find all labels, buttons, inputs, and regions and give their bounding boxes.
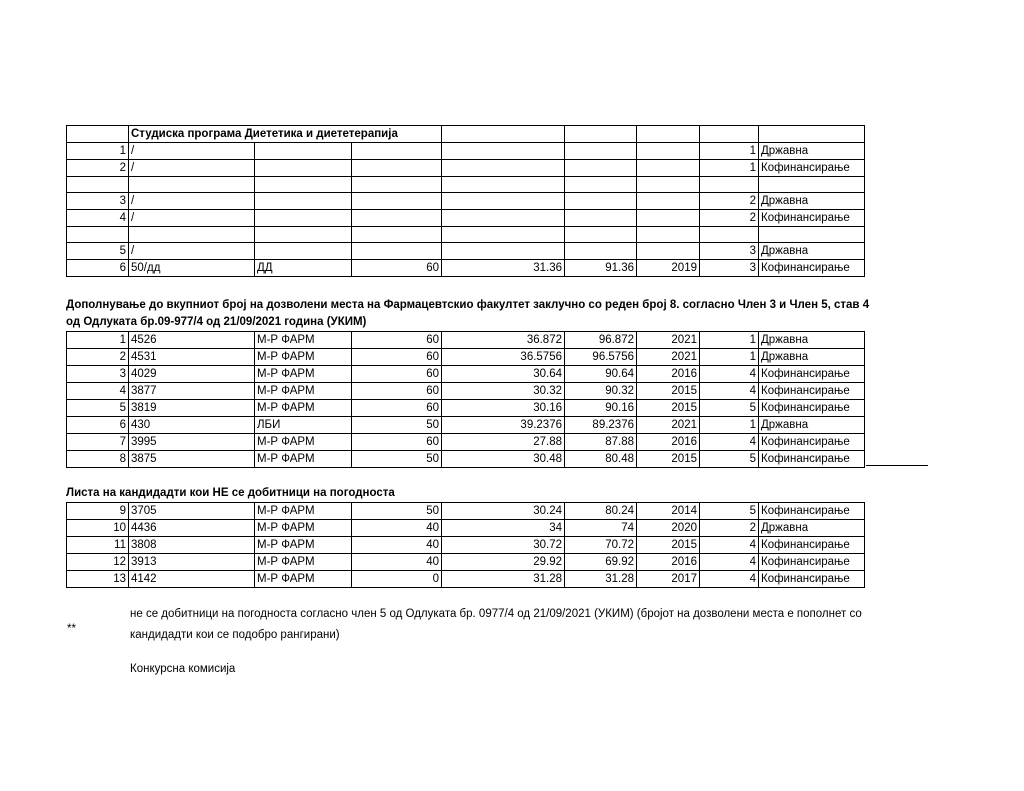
code-cell xyxy=(129,227,255,243)
program-cell: М-Р ФАРМ xyxy=(255,366,352,383)
total-cell: 90.16 xyxy=(565,400,637,417)
section-heading: Дополнување до вкупниот број на дозволени места на Фармацевтскио факултет заклучно со реден број 8. согласно Член 3 и Член 5, став 4 од Одлуката бр.09-977/4 од 21/09/2021 година (УКИМ) xyxy=(66,299,870,328)
table-row xyxy=(67,537,865,554)
score-cell: 29.92 xyxy=(442,554,565,571)
score-cell: 30.24 xyxy=(442,503,565,520)
total-cell xyxy=(565,193,637,210)
total-cell xyxy=(565,243,637,260)
total-cell: 89.2376 xyxy=(565,417,637,434)
score-cell xyxy=(442,193,565,210)
section-heading: Листа на кандидадти кои НЕ се добитници на погодноста xyxy=(66,487,395,499)
score-cell xyxy=(442,210,565,227)
funding-cell xyxy=(759,177,865,193)
table-row xyxy=(67,571,865,588)
code-cell: / xyxy=(129,210,255,227)
group-cell: 2 xyxy=(700,210,759,227)
funding-cell: Државна xyxy=(759,349,865,366)
year-cell xyxy=(637,243,700,260)
score-cell: 36.872 xyxy=(442,332,565,349)
program-cell: ЛБИ xyxy=(255,417,352,434)
score-cell: 31.36 xyxy=(442,260,565,277)
table-row xyxy=(67,520,865,537)
program-cell: М-Р ФАРМ xyxy=(255,503,352,520)
funding-cell: Државна xyxy=(759,243,865,260)
points-cell: 50 xyxy=(352,417,442,434)
row-number: 2 xyxy=(67,349,129,366)
year-cell: 2021 xyxy=(637,332,700,349)
table-row xyxy=(67,332,865,349)
total-cell: 74 xyxy=(565,520,637,537)
points-cell: 60 xyxy=(352,332,442,349)
points-cell: 50 xyxy=(352,503,442,520)
row-number: 6 xyxy=(67,260,129,277)
year-cell: 2016 xyxy=(637,434,700,451)
year-cell: 2019 xyxy=(637,260,700,277)
code-cell: 4526 xyxy=(129,332,255,349)
table-row xyxy=(67,503,865,520)
group-cell: 1 xyxy=(700,160,759,177)
points-cell xyxy=(352,210,442,227)
code-cell: / xyxy=(129,193,255,210)
group-cell: 4 xyxy=(700,537,759,554)
row-number: 13 xyxy=(67,571,129,588)
score-cell xyxy=(442,160,565,177)
group-cell: 4 xyxy=(700,366,759,383)
points-cell xyxy=(352,227,442,243)
row-number: 12 xyxy=(67,554,129,571)
table-row xyxy=(67,383,865,400)
total-cell xyxy=(565,210,637,227)
code-cell: 3995 xyxy=(129,434,255,451)
row-number: 5 xyxy=(67,243,129,260)
code-cell: 3819 xyxy=(129,400,255,417)
program-cell xyxy=(255,243,352,260)
table-row xyxy=(67,210,865,227)
funding-cell: Кофинансирање xyxy=(759,503,865,520)
group-cell: 1 xyxy=(700,143,759,160)
row-number: 3 xyxy=(67,366,129,383)
section-title: Студиска програма Диететика и диететерапија xyxy=(129,126,442,143)
score-cell: 30.72 xyxy=(442,537,565,554)
code-cell: 50/дд xyxy=(129,260,255,277)
program-cell: М-Р ФАРМ xyxy=(255,554,352,571)
footnote-marker: ** xyxy=(67,623,76,635)
funding-cell: Државна xyxy=(759,417,865,434)
row-number: 6 xyxy=(67,417,129,434)
signature: Конкурсна комисија xyxy=(130,663,236,675)
points-cell xyxy=(352,177,442,193)
points-cell xyxy=(352,160,442,177)
funding-cell xyxy=(759,227,865,243)
table-row xyxy=(67,177,865,193)
score-cell xyxy=(442,177,565,193)
funding-cell: Кофинансирање xyxy=(759,400,865,417)
year-cell: 2015 xyxy=(637,451,700,468)
program-cell xyxy=(255,143,352,160)
year-cell: 2014 xyxy=(637,503,700,520)
score-cell: 30.32 xyxy=(442,383,565,400)
row-number xyxy=(67,177,129,193)
points-cell: 40 xyxy=(352,537,442,554)
total-cell xyxy=(565,143,637,160)
group-cell xyxy=(700,177,759,193)
code-cell: 4436 xyxy=(129,520,255,537)
total-cell xyxy=(565,227,637,243)
code-cell: 4142 xyxy=(129,571,255,588)
group-cell: 2 xyxy=(700,520,759,537)
code-cell: 4029 xyxy=(129,366,255,383)
program-cell xyxy=(255,160,352,177)
funding-cell: Државна xyxy=(759,520,865,537)
points-cell: 60 xyxy=(352,383,442,400)
score-cell: 36.5756 xyxy=(442,349,565,366)
group-cell: 5 xyxy=(700,400,759,417)
year-cell: 2015 xyxy=(637,400,700,417)
group-cell: 5 xyxy=(700,451,759,468)
table-row xyxy=(67,349,865,366)
program-cell: ДД xyxy=(255,260,352,277)
total-cell: 90.64 xyxy=(565,366,637,383)
row-number: 11 xyxy=(67,537,129,554)
table-title-row xyxy=(67,126,865,143)
code-cell: / xyxy=(129,243,255,260)
score-cell xyxy=(442,143,565,160)
score-cell: 30.16 xyxy=(442,400,565,417)
points-cell: 60 xyxy=(352,400,442,417)
program-cell: М-Р ФАРМ xyxy=(255,537,352,554)
program-cell: М-Р ФАРМ xyxy=(255,520,352,537)
funding-cell: Кофинансирање xyxy=(759,383,865,400)
year-cell: 2021 xyxy=(637,417,700,434)
total-cell xyxy=(565,160,637,177)
table-row xyxy=(67,160,865,177)
points-cell xyxy=(352,193,442,210)
year-cell: 2017 xyxy=(637,571,700,588)
funding-cell: Кофинансирање xyxy=(759,554,865,571)
score-cell: 30.48 xyxy=(442,451,565,468)
table-row xyxy=(67,143,865,160)
score-cell xyxy=(442,243,565,260)
table-row xyxy=(67,227,865,243)
code-cell: 4531 xyxy=(129,349,255,366)
total-cell: 80.48 xyxy=(565,451,637,468)
program-cell xyxy=(255,193,352,210)
funding-cell: Државна xyxy=(759,143,865,160)
row-number: 7 xyxy=(67,434,129,451)
table-row xyxy=(67,260,865,277)
points-cell: 60 xyxy=(352,366,442,383)
program-cell: М-Р ФАРМ xyxy=(255,571,352,588)
year-cell xyxy=(637,210,700,227)
points-cell: 40 xyxy=(352,520,442,537)
divider xyxy=(866,465,928,466)
year-cell: 2021 xyxy=(637,349,700,366)
total-cell: 90.32 xyxy=(565,383,637,400)
code-cell: / xyxy=(129,143,255,160)
code-cell: 3808 xyxy=(129,537,255,554)
year-cell xyxy=(637,160,700,177)
total-cell: 96.5756 xyxy=(565,349,637,366)
total-cell: 70.72 xyxy=(565,537,637,554)
group-cell: 3 xyxy=(700,260,759,277)
code-cell: 3875 xyxy=(129,451,255,468)
row-number: 9 xyxy=(67,503,129,520)
total-cell: 91.36 xyxy=(565,260,637,277)
funding-cell: Кофинансирање xyxy=(759,537,865,554)
points-cell: 60 xyxy=(352,260,442,277)
table-row xyxy=(67,417,865,434)
score-cell xyxy=(442,227,565,243)
total-cell: 69.92 xyxy=(565,554,637,571)
group-cell xyxy=(700,227,759,243)
program-cell: М-Р ФАРМ xyxy=(255,332,352,349)
year-cell xyxy=(637,227,700,243)
row-number: 2 xyxy=(67,160,129,177)
row-number: 3 xyxy=(67,193,129,210)
score-cell: 30.64 xyxy=(442,366,565,383)
year-cell xyxy=(637,193,700,210)
funding-cell: Кофинансирање xyxy=(759,434,865,451)
group-cell: 1 xyxy=(700,417,759,434)
funding-cell: Кофинансирање xyxy=(759,210,865,227)
points-cell xyxy=(352,143,442,160)
score-cell: 39.2376 xyxy=(442,417,565,434)
row-number: 5 xyxy=(67,400,129,417)
group-cell: 4 xyxy=(700,571,759,588)
program-cell: М-Р ФАРМ xyxy=(255,451,352,468)
program-cell: М-Р ФАРМ xyxy=(255,349,352,366)
year-cell: 2015 xyxy=(637,537,700,554)
row-number: 4 xyxy=(67,210,129,227)
table-row xyxy=(67,451,865,468)
row-number: 10 xyxy=(67,520,129,537)
table-row xyxy=(67,400,865,417)
code-cell: 3913 xyxy=(129,554,255,571)
funding-cell: Кофинансирање xyxy=(759,260,865,277)
funding-cell: Државна xyxy=(759,193,865,210)
total-cell xyxy=(565,177,637,193)
total-cell: 31.28 xyxy=(565,571,637,588)
code-cell: 3705 xyxy=(129,503,255,520)
group-cell: 2 xyxy=(700,193,759,210)
points-cell: 50 xyxy=(352,451,442,468)
table-row xyxy=(67,554,865,571)
row-number: 4 xyxy=(67,383,129,400)
footnote-text: не се добитници на погодноста согласно член 5 од Одлуката бр. 0977/4 од 21/09/2021 (УКИМ) (бројот на дозволени места е пополнет со кандидадти кои се подобро рангирани) xyxy=(130,608,862,641)
group-cell: 3 xyxy=(700,243,759,260)
year-cell xyxy=(637,177,700,193)
row-number: 8 xyxy=(67,451,129,468)
code-cell: 3877 xyxy=(129,383,255,400)
code-cell: / xyxy=(129,160,255,177)
funding-cell: Кофинансирање xyxy=(759,571,865,588)
table-row xyxy=(67,193,865,210)
row-number xyxy=(67,227,129,243)
year-cell xyxy=(637,143,700,160)
group-cell: 1 xyxy=(700,332,759,349)
year-cell: 2016 xyxy=(637,366,700,383)
points-cell: 0 xyxy=(352,571,442,588)
program-cell xyxy=(255,210,352,227)
row-number: 1 xyxy=(67,143,129,160)
group-cell: 4 xyxy=(700,554,759,571)
funding-cell: Кофинансирање xyxy=(759,160,865,177)
program-cell: М-Р ФАРМ xyxy=(255,434,352,451)
table-row xyxy=(67,434,865,451)
program-cell: М-Р ФАРМ xyxy=(255,400,352,417)
year-cell: 2016 xyxy=(637,554,700,571)
score-cell: 31.28 xyxy=(442,571,565,588)
group-cell: 1 xyxy=(700,349,759,366)
group-cell: 4 xyxy=(700,434,759,451)
year-cell: 2015 xyxy=(637,383,700,400)
points-cell xyxy=(352,243,442,260)
program-cell xyxy=(255,177,352,193)
group-cell: 5 xyxy=(700,503,759,520)
funding-cell: Кофинансирање xyxy=(759,366,865,383)
total-cell: 87.88 xyxy=(565,434,637,451)
non-beneficiaries-table xyxy=(66,502,865,588)
funding-cell: Државна xyxy=(759,332,865,349)
table-row xyxy=(67,243,865,260)
year-cell: 2020 xyxy=(637,520,700,537)
score-cell: 27.88 xyxy=(442,434,565,451)
program-cell xyxy=(255,227,352,243)
total-cell: 96.872 xyxy=(565,332,637,349)
score-cell: 34 xyxy=(442,520,565,537)
code-cell xyxy=(129,177,255,193)
code-cell: 430 xyxy=(129,417,255,434)
group-cell: 4 xyxy=(700,383,759,400)
points-cell: 40 xyxy=(352,554,442,571)
study-program-table xyxy=(66,125,865,277)
points-cell: 60 xyxy=(352,434,442,451)
total-cell: 80.24 xyxy=(565,503,637,520)
supplement-table xyxy=(66,331,865,468)
points-cell: 60 xyxy=(352,349,442,366)
program-cell: М-Р ФАРМ xyxy=(255,383,352,400)
row-number: 1 xyxy=(67,332,129,349)
table-row xyxy=(67,366,865,383)
funding-cell: Кофинансирање xyxy=(759,451,865,468)
